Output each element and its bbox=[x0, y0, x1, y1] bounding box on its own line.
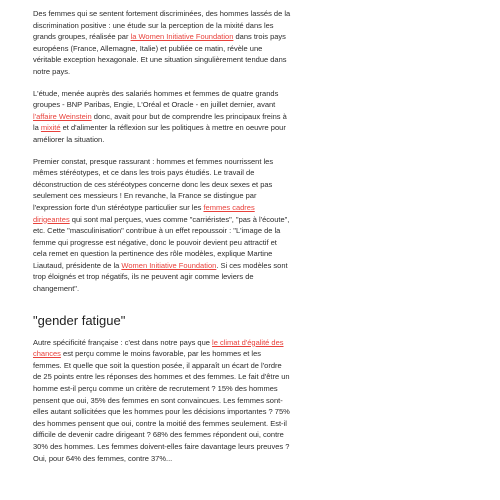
link-climat-egalite-chances[interactable]: le climat d'égalité des chances bbox=[33, 337, 284, 359]
link-women-initiative-foundation-2[interactable]: Women Initiative Foundation bbox=[121, 260, 217, 270]
link-affaire-weinstein[interactable]: l'affaire Weinstein bbox=[33, 111, 92, 121]
paragraph-intro bbox=[33, 8, 291, 78]
paragraph-text: et d'alimenter la réflexion sur les politiques à mettre en oeuvre pour améliorer la situation. bbox=[33, 123, 286, 144]
paragraph-findings bbox=[33, 156, 291, 295]
paragraph-text: Premier constat, presque rassurant : hommes et femmes nourrissent les mêmes stéréotypes, et ce dans les trois pays étudiés. Le travail de déconstruction de ces stéréotypes concerne donc les deux sexes et pas seulement ces messieurs ! En revanche, la France se distingue par l'expression forte d'un stéréotype particulier sur les bbox=[33, 156, 274, 212]
paragraph-text: qui sont mal perçues, vues comme "carriéristes", "pas à l'écoute", etc. Cette "masculinisation" contribue à un effet repoussoir : "L'image de la femme qui progresse est négative, donc le pouvoir devient peu attractif et cela remet en question la pertinence des rôle modèles, explique Martine Liautaud, présidente de la bbox=[33, 214, 290, 270]
paragraph-text: L'étude, menée auprès des salariés hommes et femmes de quatre grands groupes - BNP Paribas, Engie, L'Oréal et Oracle - en juillet dernier, avant bbox=[33, 88, 279, 110]
paragraph-text: Autre spécificité française : c'est dans notre pays que bbox=[33, 337, 213, 347]
section-heading: "gender fatigue" bbox=[33, 312, 126, 328]
paragraph-text: dans trois pays européens (France, Allemagne, Italie) et publiée ce matin, révèle une véritable exception hexagonale. Et une situation singulièrement tendue dans notre pays. bbox=[33, 32, 287, 76]
paragraph-text: Des femmes qui se sentent fortement discriminées, des hommes lassés de la discrimination positive : une étude sur la perception de la mixité dans les grands groupes, réalisée par bbox=[33, 9, 291, 42]
article-body bbox=[33, 8, 291, 474]
paragraph-text: donc, avait pour but de comprendre les principaux freins à la bbox=[33, 111, 287, 133]
paragraph-specificity bbox=[33, 337, 291, 465]
paragraph-study bbox=[33, 88, 291, 146]
paragraph-text: . Si ces modèles sont trop éloignés et trop négatifs, ils ne peuvent agir comme leviers de changement". bbox=[33, 260, 288, 294]
link-women-initiative-foundation[interactable]: la Women Initiative Foundation bbox=[130, 32, 234, 42]
link-mixite[interactable]: mixité bbox=[40, 123, 61, 133]
paragraph-text: est perçu comme le moins favorable, par les hommes et les femmes. Et quelle que soit la question posée, il apparaît un écart de l'ordre de 25 points entre les réponses des hommes et des femmes. Le fait d'être un homme est-il perçu comme un critère de recrutement ? 15% des hommes pensent que oui, 35% des femmes en sont convaincues. Les femmes sont-elles autant sollicitées que les hommes pour les décisions importantes ? 75% des hommes pensent que oui, contre la moitié des femmes seulement. Est-il difficile de devenir cadre dirigeant ? 68% des femmes répondent oui, contre 30% des hommes. Les femmes doivent-elles faire davantage leurs preuves ? Oui, pour 64% des femmes, contre 37%... bbox=[33, 349, 290, 463]
link-femmes-cadres-dirigeantes[interactable]: femmes cadres dirigeantes bbox=[33, 202, 255, 224]
